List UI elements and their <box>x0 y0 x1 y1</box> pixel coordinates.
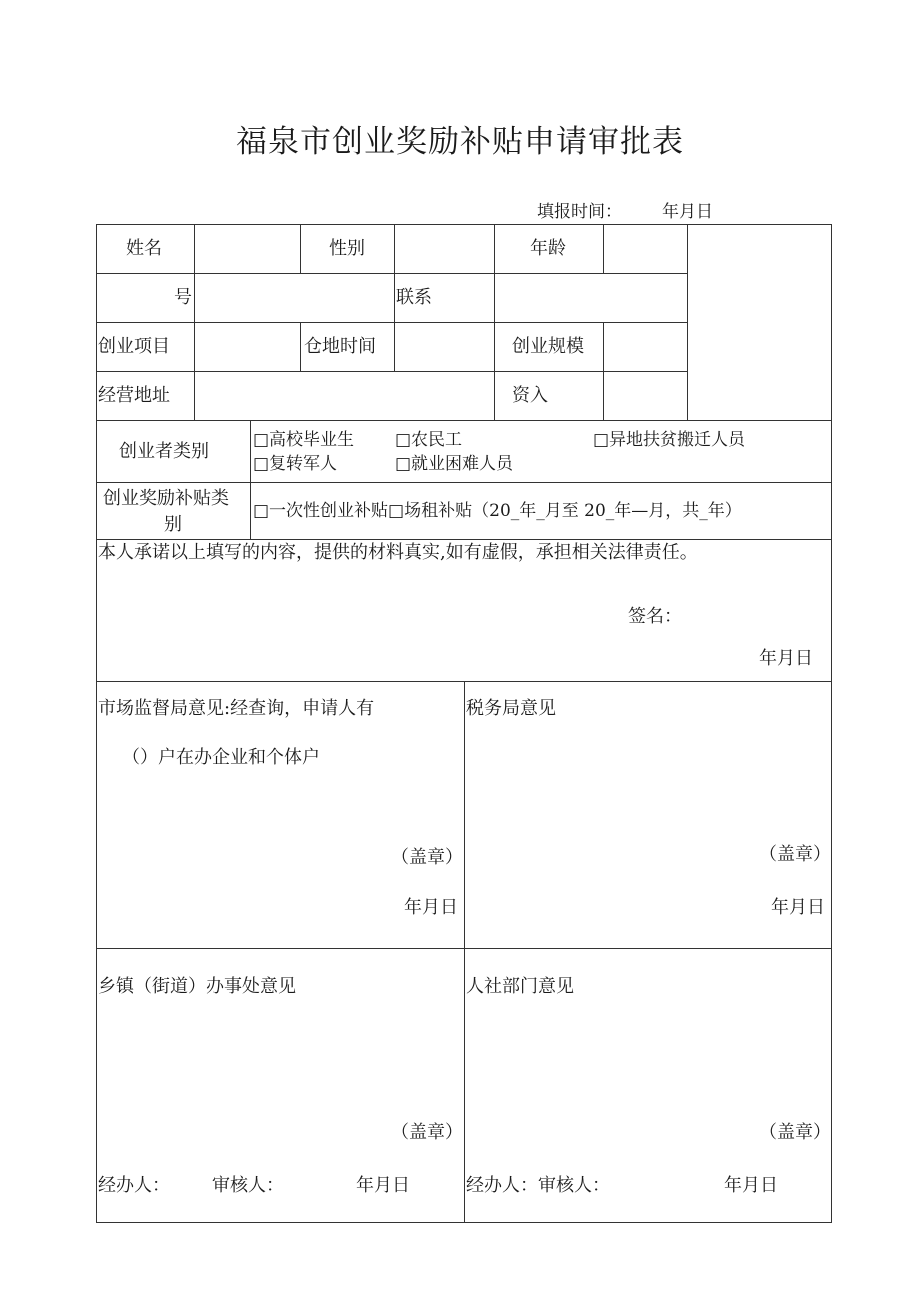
name-field[interactable] <box>195 225 299 272</box>
subsidy-label-line1: 创业奖励补贴类 <box>103 488 229 509</box>
start-time-field[interactable] <box>395 323 493 370</box>
name-label: 姓名 <box>126 238 162 259</box>
capital-label: 资入 <box>512 385 548 406</box>
address-field[interactable] <box>195 372 493 419</box>
category-option-graduate[interactable]: □高校毕业生 <box>253 430 355 450</box>
tax-date: 年月日 <box>771 897 825 918</box>
pledge-date: 年月日 <box>759 648 813 669</box>
market-seal: （盖章） <box>391 847 463 868</box>
contact-label: 联系 <box>396 287 432 308</box>
capital-field[interactable] <box>604 372 686 419</box>
hr-handler-reviewer-label: 经办人：审核人： <box>466 1175 610 1196</box>
id-number-label: 号 <box>174 287 192 308</box>
address-label: 经营地址 <box>98 385 170 406</box>
town-opinion-title: 乡镇（街道）办事处意见 <box>98 976 296 997</box>
town-date: 年月日 <box>356 1175 410 1196</box>
category-option-veteran[interactable]: □复转军人 <box>253 454 338 474</box>
contact-field[interactable] <box>495 274 686 321</box>
id-number-field[interactable] <box>195 274 393 321</box>
pledge-text: 本人承诺以上填写的内容，提供的材料真实,如有虚假，承担相关法律责任。 <box>98 542 698 563</box>
category-option-migrant-worker[interactable]: □农民工 <box>395 430 463 450</box>
page-title: 福泉市创业奖励补贴申请审批表 <box>236 124 684 160</box>
market-opinion-line2: （）户在办企业和个体户 <box>122 747 320 768</box>
town-handler-label: 经办人： <box>98 1175 170 1196</box>
town-seal: （盖章） <box>391 1122 463 1143</box>
project-field[interactable] <box>195 323 299 370</box>
age-label: 年龄 <box>530 238 566 259</box>
scale-label: 创业规模 <box>512 336 584 357</box>
market-date: 年月日 <box>404 897 458 918</box>
subsidy-options[interactable]: □一次性创业补贴□场租补贴（20_年_月至 20_年—月，共_年） <box>253 501 742 521</box>
tax-seal: （盖章） <box>759 844 831 865</box>
category-option-hard-to-employ[interactable]: □就业困难人员 <box>395 454 514 474</box>
hr-seal: （盖章） <box>759 1122 831 1143</box>
gender-field[interactable] <box>395 225 493 272</box>
fill-date-label: 填报时间： <box>537 202 622 222</box>
gender-label: 性别 <box>329 238 365 259</box>
tax-opinion-title: 税务局意见 <box>466 698 556 719</box>
start-time-label: 仓地时间 <box>304 336 376 357</box>
hr-date: 年月日 <box>724 1175 778 1196</box>
subsidy-label-line2: 别 <box>164 514 182 535</box>
town-reviewer-label: 审核人： <box>212 1175 284 1196</box>
age-field[interactable] <box>604 225 686 272</box>
project-label: 创业项目 <box>98 336 170 357</box>
scale-field[interactable] <box>604 323 686 370</box>
category-option-relocated[interactable]: □异地扶贫搬迁人员 <box>593 430 746 450</box>
hr-opinion-title: 人社部门意见 <box>466 976 574 997</box>
fill-date-value: 年月日 <box>662 202 713 222</box>
market-opinion-line1: 市场监督局意见:经查询，申请人有 <box>98 698 375 719</box>
category-label: 创业者类别 <box>119 441 209 462</box>
photo-area[interactable] <box>688 225 830 419</box>
pledge-sign-label: 签名： <box>628 606 682 627</box>
